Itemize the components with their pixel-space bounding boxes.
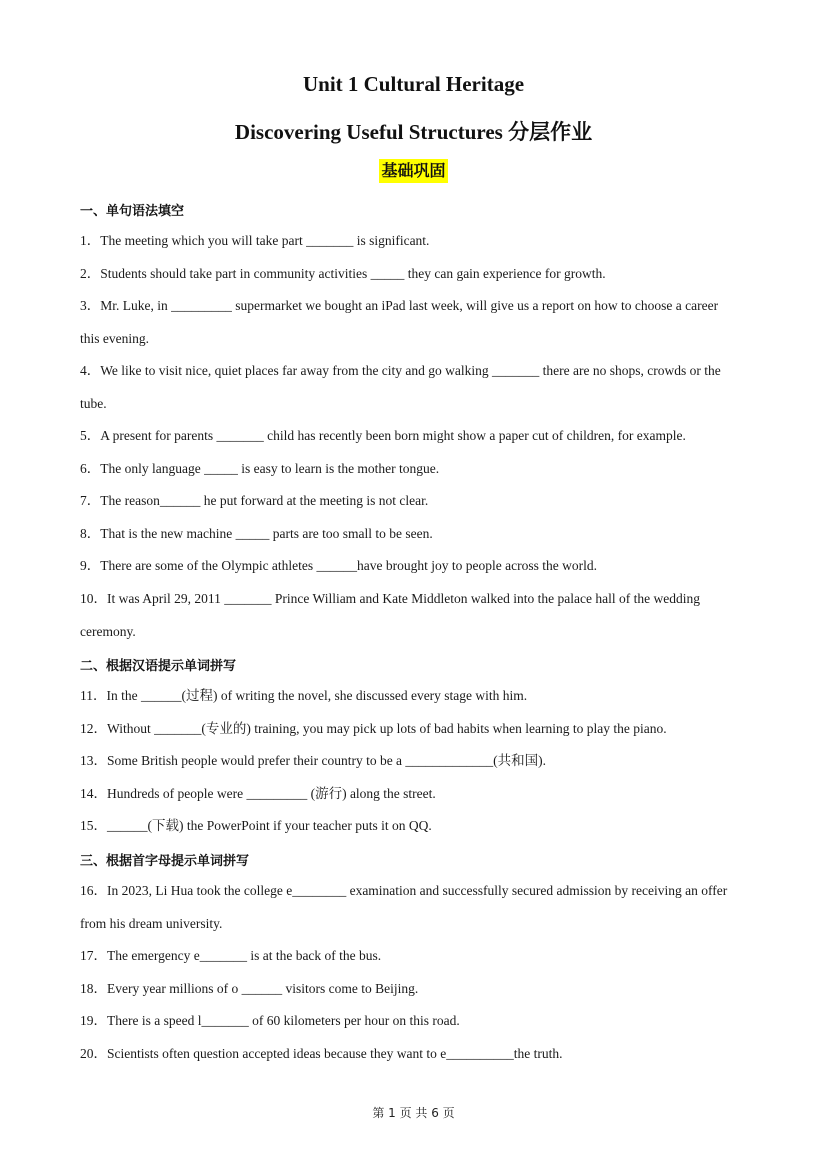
- question-number: 10．: [80, 591, 107, 606]
- question-text: Hundreds of people were _________ (游行) along the street.: [107, 786, 436, 801]
- section-heading-initial-letter: 三、根据首字母提示单词拼写: [80, 854, 250, 869]
- page-footer: 第 1 页 共 6 页: [372, 1106, 455, 1120]
- question-item: [80, 713, 740, 746]
- question-number: 12．: [80, 721, 107, 736]
- question-item: [80, 485, 740, 518]
- question-item: [80, 1038, 740, 1071]
- question-number: 13．: [80, 753, 107, 768]
- question-text: In 2023, Li Hua took the college e________ examination and successfully secured admission by receiving an offer from his dream university.: [80, 883, 728, 931]
- question-item: [80, 225, 740, 258]
- question-text: There is a speed l_______ of 60 kilometers per hour on this road.: [107, 1013, 460, 1028]
- lesson-subtitle: Discovering Useful Structures 分层作业: [234, 120, 593, 144]
- question-item: [80, 518, 740, 551]
- question-text: The only language _____ is easy to learn is the mother tongue.: [100, 461, 440, 476]
- question-text: Mr. Luke, in _________ supermarket we bought an iPad last week, will give us a report on how to choose a career this evening.: [80, 298, 719, 346]
- question-item: [80, 875, 740, 940]
- question-number: 11．: [80, 688, 107, 703]
- question-number: 9．: [80, 558, 101, 573]
- question-text: Every year millions of o ______ visitors come to Beijing.: [107, 981, 419, 996]
- question-text: ______(下载) the PowerPoint if your teacher puts it on QQ.: [107, 818, 432, 833]
- question-item: [80, 745, 740, 778]
- question-text: It was April 29, 2011 _______ Prince William and Kate Middleton walked into the palace hall of the wedding ceremony.: [80, 591, 700, 639]
- question-text: In the ______(过程) of writing the novel, she discussed every stage with him.: [106, 688, 528, 703]
- question-item: [80, 258, 740, 291]
- question-number: 19．: [80, 1013, 107, 1028]
- question-number: 7．: [80, 493, 101, 508]
- section-heading-grammar: 一、单句语法填空: [80, 204, 185, 219]
- question-item: [80, 973, 740, 1006]
- question-number: 15．: [80, 818, 107, 833]
- question-text: The meeting which you will take part _______ is significant.: [100, 233, 430, 248]
- question-number: 14．: [80, 786, 107, 801]
- question-number: 8．: [80, 526, 101, 541]
- unit-title: Unit 1 Cultural Heritage: [302, 72, 525, 96]
- question-item: [80, 453, 740, 486]
- question-text: Without _______(专业的) training, you may pick up lots of bad habits when learning to play the piano.: [107, 721, 667, 736]
- question-text: The emergency e_______ is at the back of the bus.: [107, 948, 382, 963]
- question-item: [80, 290, 740, 355]
- level-badge-row: [0, 159, 827, 183]
- question-text: The reason______ he put forward at the meeting is not clear.: [100, 493, 429, 508]
- question-number: 3．: [80, 298, 101, 313]
- question-text: That is the new machine _____ parts are too small to be seen.: [100, 526, 433, 541]
- question-text: We like to visit nice, quiet places far away from the city and go walking _______ there are no shops, crowds or the tube.: [80, 363, 721, 411]
- question-text: There are some of the Olympic athletes ______have brought joy to people across the world.: [100, 558, 597, 573]
- question-item: [80, 583, 740, 648]
- level-badge: 基础巩固: [379, 159, 447, 183]
- question-number: 5．: [80, 428, 101, 443]
- question-item: [80, 810, 740, 843]
- question-number: 1．: [80, 233, 101, 248]
- question-item: [80, 1005, 740, 1038]
- question-number: 18．: [80, 981, 107, 996]
- question-text: A present for parents _______ child has recently been born might show a paper cut of children, for example.: [100, 428, 686, 443]
- question-number: 17．: [80, 948, 107, 963]
- question-number: 6．: [80, 461, 101, 476]
- question-item: [80, 680, 740, 713]
- question-number: 2．: [80, 266, 101, 281]
- question-item: [80, 550, 740, 583]
- question-text: Some British people would prefer their country to be a _____________(共和国).: [107, 753, 547, 768]
- question-item: [80, 940, 740, 973]
- section-heading-chinese-hint: 二、根据汉语提示单词拼写: [80, 659, 237, 674]
- question-item: [80, 355, 740, 420]
- question-number: 16．: [80, 883, 107, 898]
- question-item: [80, 778, 740, 811]
- question-text: Students should take part in community activities _____ they can gain experience for growth.: [100, 266, 606, 281]
- question-text: Scientists often question accepted ideas because they want to e__________the truth.: [107, 1046, 563, 1061]
- question-number: 20．: [80, 1046, 107, 1061]
- question-number: 4．: [80, 363, 101, 378]
- question-item: [80, 420, 740, 453]
